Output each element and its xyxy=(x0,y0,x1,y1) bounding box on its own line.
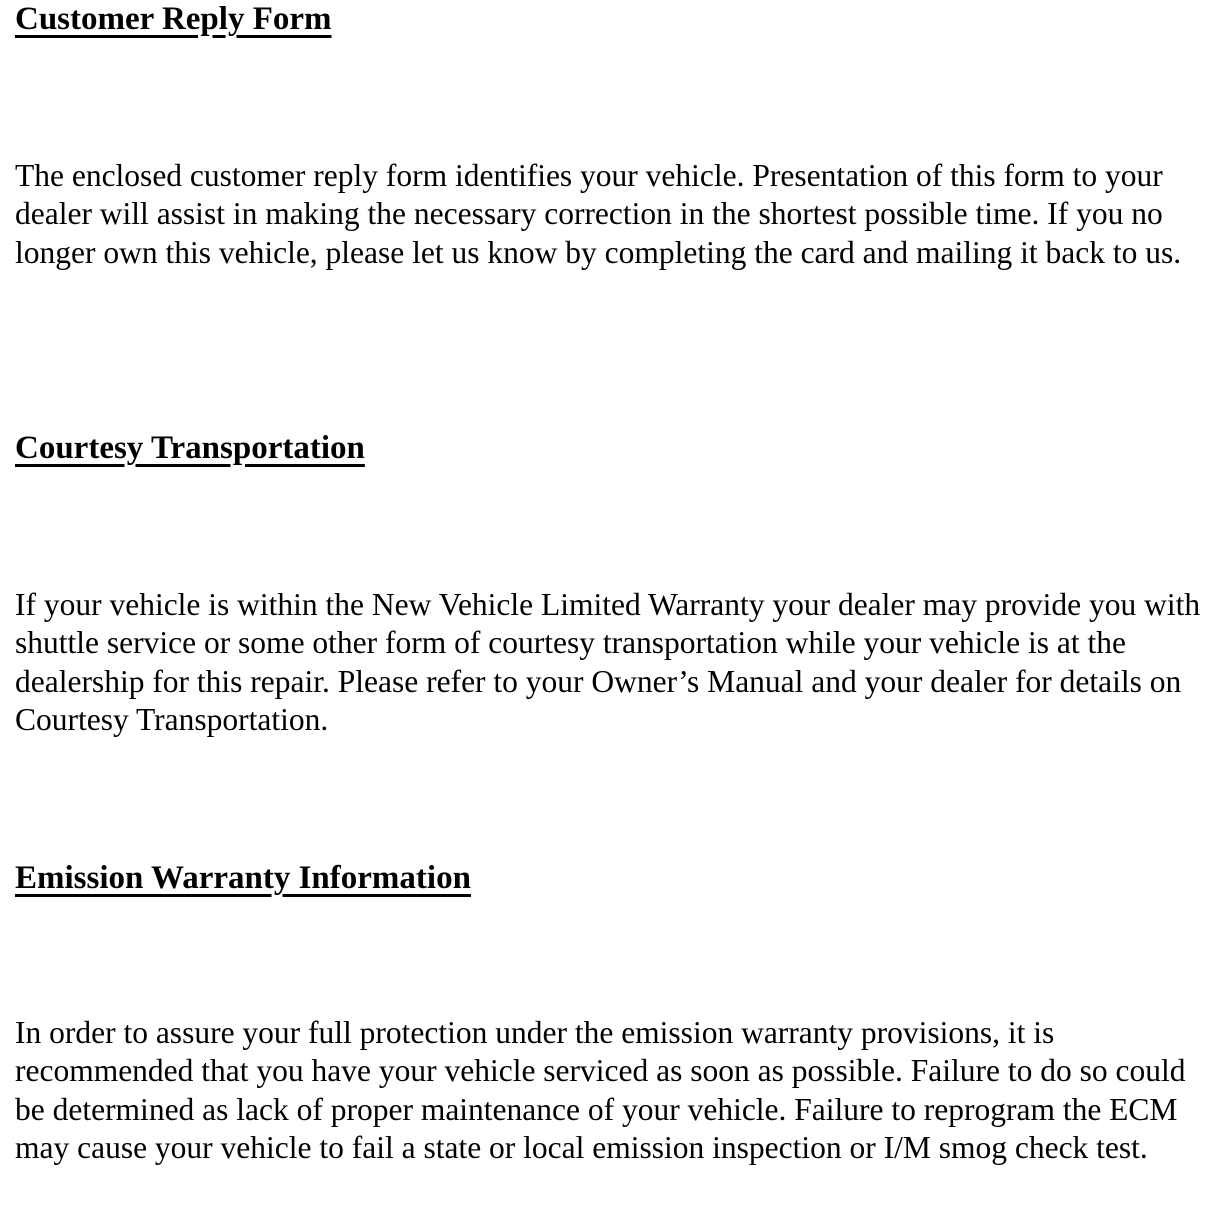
heading-courtesy-transportation: Courtesy Transportation xyxy=(15,430,365,466)
paragraph-emission-warranty-information: In order to assure your full protection under the emission warranty provisions, it is recommended that you have your vehicle serviced as soon as possible. Failure to do so could be determined as lack of proper maintenance of your vehicle. Failure to reprogram the ECM may cause your vehicle to fail a state or local emission inspection or I/M smog check test. xyxy=(15,1015,1186,1165)
paragraph-courtesy-transportation: If your vehicle is within the New Vehicle Limited Warranty your dealer may provide you with shuttle service or some other form of courtesy transportation while your vehicle is at the dealership for this repair. Please refer to your Owner’s Manual and your dealer for details on Courtesy Transportation. xyxy=(15,587,1201,737)
paragraph-customer-reply-form: The enclosed customer reply form identifies your vehicle. Presentation of this form to your dealer will assist in making the necessary correction in the shortest possible time. If you no longer own this vehicle, please let us know by completing the card and mailing it back to us. xyxy=(15,158,1182,270)
heading-emission-warranty-information: Emission Warranty Information xyxy=(15,860,471,896)
heading-customer-reply-form: Customer Reply Form xyxy=(15,1,332,37)
